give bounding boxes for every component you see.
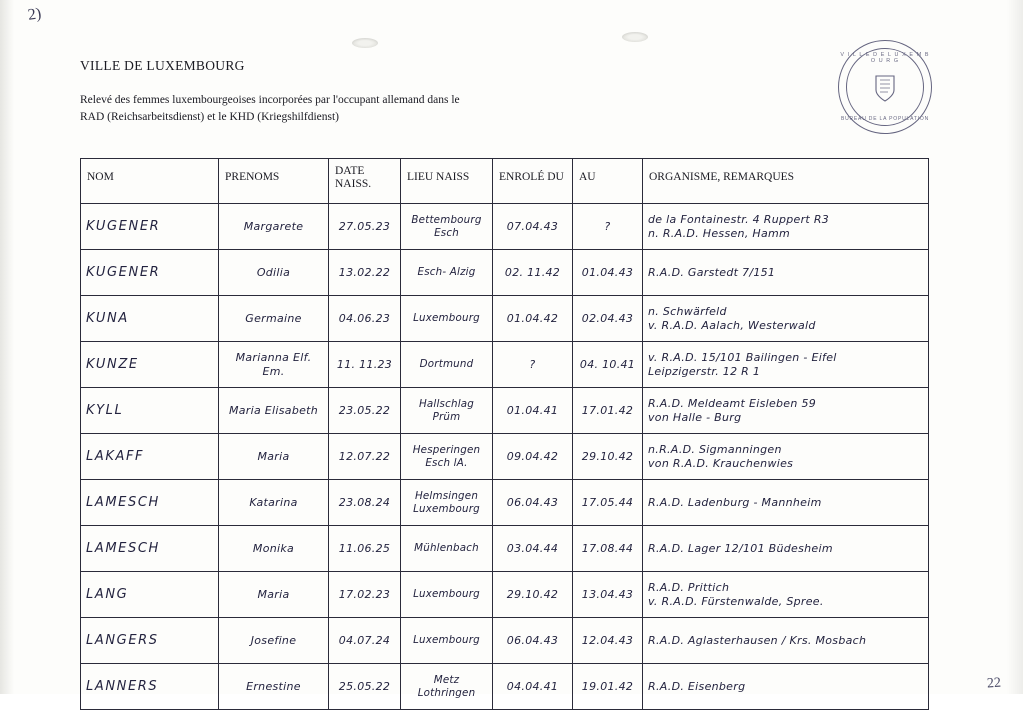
cell-enrole-du-text: 03.04.44 — [506, 541, 559, 555]
table-row — [81, 526, 929, 572]
cell-enrole-du — [493, 250, 573, 296]
cell-date-naiss-text: 11. 11.23 — [336, 357, 393, 371]
stamp-bottom-text: BUREAU DE LA POPULATION — [840, 116, 930, 122]
cell-lieu-naiss-text: Luxembourg — [413, 502, 480, 515]
cell-nom — [81, 342, 219, 388]
cell-lieu-naiss-text: Bettembourg — [411, 213, 482, 226]
cell-lieu-naiss — [401, 250, 493, 296]
cell-nom — [81, 296, 219, 342]
table-row — [81, 572, 929, 618]
cell-nom — [81, 664, 219, 710]
page-title: VILLE DE LUXEMBOURG — [80, 58, 245, 73]
cell-date-naiss — [329, 526, 401, 572]
cell-enrole-du-text: 09.04.42 — [506, 449, 559, 463]
cell-nom — [81, 250, 219, 296]
column-header-organisme: ORGANISME, REMARQUES — [643, 159, 929, 204]
cell-prenoms — [219, 480, 329, 526]
cell-organisme-text: R.A.D. Lager 12/101 Büdesheim — [648, 541, 833, 555]
cell-prenoms — [219, 250, 329, 296]
cell-date-naiss-text: 25.05.22 — [338, 679, 391, 693]
cell-lieu-naiss — [401, 434, 493, 480]
cell-enrole-du — [493, 204, 573, 250]
cell-date-naiss — [329, 296, 401, 342]
cell-organisme — [643, 204, 929, 250]
cell-enrole-du-text: 07.04.43 — [506, 219, 559, 233]
cell-prenoms-text: Katarina — [249, 495, 298, 509]
cell-organisme-text: von R.A.D. Krauchenwies — [648, 456, 794, 470]
cell-date-naiss-text: 23.08.24 — [338, 495, 391, 509]
cell-prenoms-text: Odilia — [256, 265, 291, 279]
cell-date-naiss — [329, 572, 401, 618]
cell-prenoms-text: Maria — [257, 587, 290, 601]
document-header — [80, 58, 640, 125]
cell-date-naiss-text: 17.02.23 — [338, 587, 391, 601]
cell-organisme — [643, 572, 929, 618]
column-header-prenoms: PRENOMS — [219, 159, 329, 204]
cell-au-text: 19.01.42 — [581, 679, 634, 693]
cell-lieu-naiss-text: Luxembourg — [413, 634, 480, 647]
cell-organisme — [643, 388, 929, 434]
cell-organisme-text: R.A.D. Prittich — [648, 580, 730, 594]
cell-date-naiss-text: 23.05.22 — [338, 403, 391, 417]
cell-enrole-du — [493, 526, 573, 572]
cell-enrole-du-text: 01.04.41 — [506, 403, 559, 417]
page-number: 22 — [986, 675, 1002, 692]
cell-nom-text: LAMESCH — [86, 540, 160, 556]
cell-enrole-du — [493, 296, 573, 342]
cell-au-text: 17.05.44 — [581, 495, 634, 509]
cell-enrole-du-text: 06.04.43 — [506, 633, 559, 647]
cell-organisme-text: R.A.D. Ladenburg - Mannheim — [648, 495, 822, 509]
cell-au-text: 01.04.43 — [581, 265, 634, 279]
cell-organisme — [643, 250, 929, 296]
punch-hole-right — [622, 32, 648, 42]
cell-organisme-text: R.A.D. Aglasterhausen / Krs. Mosbach — [648, 633, 867, 647]
cell-prenoms — [219, 296, 329, 342]
cell-enrole-du — [493, 664, 573, 710]
cell-prenoms-text: Ernestine — [246, 679, 301, 693]
cell-prenoms — [219, 342, 329, 388]
cell-au — [573, 342, 643, 388]
cell-enrole-du-text: 29.10.42 — [506, 587, 559, 601]
cell-prenoms — [219, 572, 329, 618]
cell-organisme-text: v. R.A.D. 15/101 Bailingen - Eifel — [648, 350, 837, 364]
cell-nom — [81, 480, 219, 526]
stamp-top-text: V I L L E D E L U X E M B O U R G — [840, 52, 930, 64]
cell-au — [573, 250, 643, 296]
cell-date-naiss — [329, 250, 401, 296]
cell-enrole-du — [493, 388, 573, 434]
cell-lieu-naiss-text: Prüm — [432, 410, 461, 423]
cell-prenoms-text: Germaine — [245, 311, 302, 325]
cell-prenoms — [219, 204, 329, 250]
cell-organisme-text: n. Schwärfeld — [648, 304, 727, 318]
cell-date-naiss-text: 04.06.23 — [338, 311, 391, 325]
cell-date-naiss — [329, 342, 401, 388]
cell-date-naiss-text: 12.07.22 — [338, 449, 391, 463]
cell-au-text: 29.10.42 — [581, 449, 634, 463]
cell-nom-text: KUGENER — [86, 218, 161, 234]
cell-lieu-naiss — [401, 664, 493, 710]
cell-date-naiss — [329, 434, 401, 480]
cell-prenoms-text: Monika — [252, 541, 295, 555]
table-row — [81, 250, 929, 296]
cell-organisme-text: v. R.A.D. Fürstenwalde, Spree. — [648, 594, 824, 608]
cell-lieu-naiss — [401, 204, 493, 250]
cell-lieu-naiss-text: Luxembourg — [413, 588, 480, 601]
cell-nom — [81, 572, 219, 618]
cell-nom-text: LAMESCH — [86, 494, 160, 510]
cell-date-naiss-text: 27.05.23 — [338, 219, 391, 233]
register-table — [80, 158, 929, 710]
table-row — [81, 204, 929, 250]
table-row — [81, 664, 929, 710]
column-header-enrole-du: ENROLÉ DU — [493, 159, 573, 204]
cell-au-text: 13.04.43 — [581, 587, 634, 601]
column-header-lieu-naiss: LIEU NAISS — [401, 159, 493, 204]
cell-lieu-naiss — [401, 342, 493, 388]
cell-au — [573, 296, 643, 342]
cell-au — [573, 572, 643, 618]
table-row — [81, 296, 929, 342]
cell-nom — [81, 204, 219, 250]
cell-organisme — [643, 664, 929, 710]
cell-nom — [81, 526, 219, 572]
cell-au-text: 17.08.44 — [581, 541, 634, 555]
table-row — [81, 434, 929, 480]
cell-au-text: 04. 10.41 — [579, 357, 636, 371]
cell-au-text: 17.01.42 — [581, 403, 634, 417]
cell-organisme-text: R.A.D. Eisenberg — [648, 679, 746, 693]
cell-lieu-naiss-text: Helmsingen — [414, 489, 479, 502]
subtitle-line-2: RAD (Reichsarbeitsdienst) et le KHD (Kriegshilfdienst) — [80, 110, 340, 123]
cell-lieu-naiss-text: Esch — [434, 226, 459, 239]
cell-organisme — [643, 342, 929, 388]
cell-lieu-naiss-text: Metz — [433, 673, 460, 686]
cell-lieu-naiss — [401, 526, 493, 572]
cell-lieu-naiss — [401, 480, 493, 526]
cell-lieu-naiss — [401, 618, 493, 664]
cell-date-naiss-text: 11.06.25 — [338, 541, 391, 555]
cell-nom-text: KYLL — [86, 402, 124, 418]
subtitle-line-1: Relevé des femmes luxembourgeoises incorporées par l'occupant allemand dans le — [80, 94, 460, 106]
cell-au — [573, 480, 643, 526]
cell-organisme-text: n.R.A.D. Sigmanningen — [648, 442, 782, 456]
cell-nom-text: LAKAFF — [86, 448, 145, 464]
cell-lieu-naiss-text: Hallschlag — [418, 397, 475, 410]
cell-organisme — [643, 526, 929, 572]
cell-prenoms-text: Margarete — [243, 219, 304, 233]
table-row — [81, 388, 929, 434]
cell-lieu-naiss-text: Mühlenbach — [414, 542, 479, 555]
cell-date-naiss-text: 04.07.24 — [338, 633, 391, 647]
coat-of-arms-icon — [873, 72, 897, 102]
cell-enrole-du — [493, 572, 573, 618]
cell-prenoms-text: Maria — [257, 449, 290, 463]
table-row — [81, 618, 929, 664]
cell-lieu-naiss — [401, 296, 493, 342]
cell-organisme-text: de la Fontainestr. 4 Ruppert R3 — [648, 212, 830, 226]
cell-organisme-text: n. R.A.D. Hessen, Hamm — [648, 226, 791, 240]
cell-enrole-du — [493, 434, 573, 480]
cell-organisme-text: R.A.D. Meldeamt Eisleben 59 — [648, 396, 817, 410]
cell-organisme-text: Leipzigerstr. 12 R 1 — [648, 364, 761, 378]
cell-organisme — [643, 480, 929, 526]
corner-annotation: 2) — [26, 5, 43, 24]
cell-date-naiss — [329, 388, 401, 434]
cell-prenoms — [219, 526, 329, 572]
cell-organisme-text: v. R.A.D. Aalach, Westerwald — [648, 318, 816, 332]
cell-prenoms — [219, 664, 329, 710]
cell-lieu-naiss — [401, 572, 493, 618]
cell-lieu-naiss-text: Lothringen — [417, 686, 476, 699]
cell-au-text: 02.04.43 — [581, 311, 634, 325]
cell-au — [573, 526, 643, 572]
cell-lieu-naiss — [401, 388, 493, 434]
cell-date-naiss-text: 13.02.22 — [338, 265, 391, 279]
cell-prenoms-text: Maria Elisabeth — [228, 403, 319, 417]
table-row — [81, 342, 929, 388]
cell-lieu-naiss-text: Dortmund — [419, 358, 474, 371]
cell-date-naiss — [329, 618, 401, 664]
cell-date-naiss — [329, 204, 401, 250]
punch-hole-left — [352, 38, 378, 48]
cell-au-text: ? — [604, 219, 611, 233]
cell-nom — [81, 434, 219, 480]
document-subtitle — [80, 92, 640, 125]
cell-date-naiss — [329, 664, 401, 710]
cell-organisme — [643, 618, 929, 664]
cell-au-text: 12.04.43 — [581, 633, 634, 647]
cell-enrole-du-text: 04.04.41 — [506, 679, 559, 693]
table-header-row — [81, 159, 929, 204]
cell-au — [573, 204, 643, 250]
cell-nom-text: LANNERS — [86, 678, 159, 694]
column-header-nom: NOM — [81, 159, 219, 204]
cell-enrole-du-text: ? — [529, 357, 536, 371]
cell-nom-text: KUNZE — [86, 356, 139, 372]
cell-organisme — [643, 296, 929, 342]
cell-prenoms — [219, 434, 329, 480]
cell-nom-text: LANG — [86, 586, 129, 602]
cell-enrole-du-text: 02. 11.42 — [504, 265, 561, 279]
cell-nom — [81, 388, 219, 434]
cell-date-naiss — [329, 480, 401, 526]
cell-enrole-du-text: 06.04.43 — [506, 495, 559, 509]
cell-au — [573, 618, 643, 664]
cell-prenoms — [219, 618, 329, 664]
official-stamp — [838, 40, 932, 134]
cell-au — [573, 664, 643, 710]
column-header-date-naiss: DATE NAISS. — [329, 159, 401, 204]
cell-prenoms — [219, 388, 329, 434]
column-header-au: AU — [573, 159, 643, 204]
table-row — [81, 480, 929, 526]
cell-enrole-du — [493, 618, 573, 664]
cell-prenoms-text: Josefine — [250, 633, 297, 647]
cell-nom-text: KUGENER — [86, 264, 161, 280]
cell-organisme-text: R.A.D. Garstedt 7/151 — [648, 265, 776, 279]
cell-lieu-naiss-text: Luxembourg — [413, 312, 480, 325]
cell-lieu-naiss-text: Esch- Alzig — [417, 266, 476, 279]
cell-enrole-du-text: 01.04.42 — [506, 311, 559, 325]
cell-nom — [81, 618, 219, 664]
cell-enrole-du — [493, 342, 573, 388]
cell-prenoms-text: Marianna Elf. Em. — [235, 351, 312, 378]
cell-organisme — [643, 434, 929, 480]
cell-lieu-naiss-text: Hesperingen — [412, 443, 481, 456]
cell-organisme-text: von Halle - Burg — [648, 410, 742, 424]
cell-lieu-naiss-text: Esch lA. — [425, 456, 468, 469]
cell-au — [573, 388, 643, 434]
cell-nom-text: KUNA — [86, 310, 129, 326]
cell-nom-text: LANGERS — [86, 632, 159, 648]
cell-enrole-du — [493, 480, 573, 526]
cell-au — [573, 434, 643, 480]
